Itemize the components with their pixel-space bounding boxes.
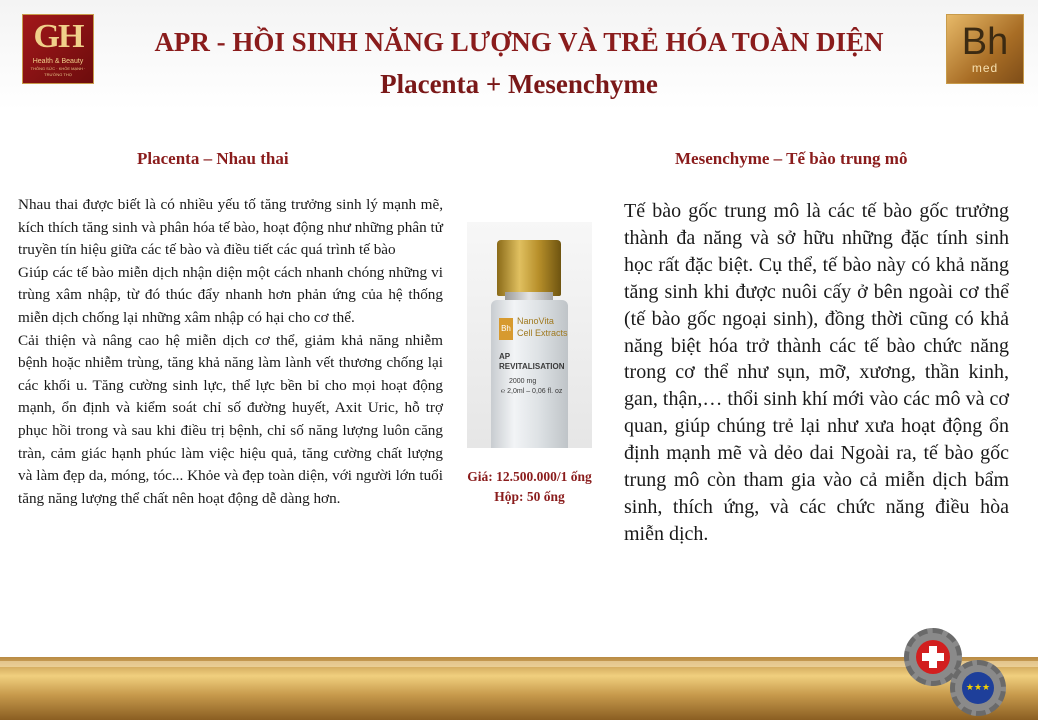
swiss-cross (916, 640, 950, 674)
product-box-quantity: Hộp: 50 ống (494, 489, 565, 504)
logo-subtitle: med (971, 61, 999, 75)
gh-health-beauty-logo (22, 14, 94, 84)
mesenchyme-description: Tế bào gốc trung mô là các tế bào gốc trưởng thành đa năng và sở hữu những đặc tính sinh học rất đặc biệt. Cụ thể, tế bào này có khả năng tăng sinh khi được nuôi cấy ở bên ngoài cơ thể (tế bào gốc ngoại sinh), đồng thời cũng có khả năng biệt hóa trở thành các tế bào chức năng trong cơ thể như sụn, mỡ, xương, thần kinh, gan, thận,… thổi sinh khí mới vào các mô và cơ quan, giúp chúng trẻ lại như xưa hoạt động ổn định mạnh mẽ và dẻo dai Ngoài ra, tế bào gốc trung mô còn tham gia vào cả miễn dịch bẩm sinh, thích ứng, và các chức năng điều hòa miễn dịch. (624, 200, 1009, 545)
mesenchyme-heading: Mesenchyme – Tế bào trung mô (675, 149, 908, 168)
logo-mark: Bh (961, 21, 1009, 63)
eu-stars: ★★★ (962, 672, 994, 704)
vial-brand-badge: Bh (499, 318, 513, 340)
logo-subtitle: Health & Beauty (32, 58, 84, 65)
logo-mark: GH (33, 18, 83, 55)
page-title: APR - HỒI SINH NĂNG LƯỢNG VÀ TRẺ HÓA TOÀN DIỆN (154, 27, 884, 57)
footer-band (0, 657, 1038, 720)
vial-label-line: NanoVita (517, 316, 554, 326)
vial-label-line: REVITALISATION (499, 362, 565, 371)
product-vial-image (467, 222, 592, 448)
logo-tagline: THÔNG SỨC · KHỎE MẠNH · TRƯỜNG THỌ (30, 66, 86, 77)
vial-label-line: 2000 mg (509, 378, 537, 385)
page-subtitle: Placenta + Mesenchyme (380, 69, 658, 99)
eu-flag-gear-icon (950, 660, 1006, 716)
vial-label-line: Cell Extracts (517, 328, 568, 338)
placenta-description (18, 194, 443, 510)
product-price: Giá: 12.500.000/1 ống (467, 469, 592, 484)
vial-glass (491, 300, 568, 448)
placenta-paragraph: Giúp các tế bào miễn dịch nhận diện một cách nhanh chóng những vi trùng xâm nhập, từ đó thúc đẩy nhanh hơn phản ứng của hệ thống miễn dịch chống lại những xâm nhập có hại cho cơ thể. (18, 263, 443, 326)
product-price-block (452, 467, 607, 507)
vial-label-line: AP (499, 352, 511, 361)
vial-label-line: ℮ 2,0ml – 0,06 fl. oz (501, 388, 563, 395)
bh-med-logo (946, 14, 1024, 84)
placenta-paragraph: Nhau thai được biết là có nhiều yếu tố tăng trưởng sinh lý mạnh mẽ, kích thích tăng sinh và phân hóa tế bào, hoạt động như những phân tử truyền tín hiệu giữa các tế bào và điều tiết các quá trình tế bào (18, 196, 443, 259)
vial-cap (497, 240, 561, 296)
placenta-paragraph: Cải thiện và nâng cao hệ miễn dịch cơ thể, giảm khả năng nhiễm bệnh hoặc nhiễm trùng, tăng khả năng làm lành vết thương chống lại các khối u. Tăng cường sinh lực, thể lực bền bỉ cho mọi hoạt động mạnh, ổn định và kiểm soát chỉ số đường huyết, Axit Uric, hỗ trợ phục hồi trong và sau khi điều trị bệnh, chỉ số năng lượng luôn căng tràn, cảm giác hạnh phúc làm việc hiệu quả, tăng cường chất lượng và làm đẹp da, móng, tóc... Khỏe và đẹp toàn diện, với người lớn tuổi tăng năng lượng thể chất nên hoạt động dễ dàng hơn. (18, 331, 443, 507)
placenta-heading: Placenta – Nhau thai (137, 149, 289, 168)
header (0, 0, 1038, 110)
footer-stripe (0, 661, 1038, 667)
